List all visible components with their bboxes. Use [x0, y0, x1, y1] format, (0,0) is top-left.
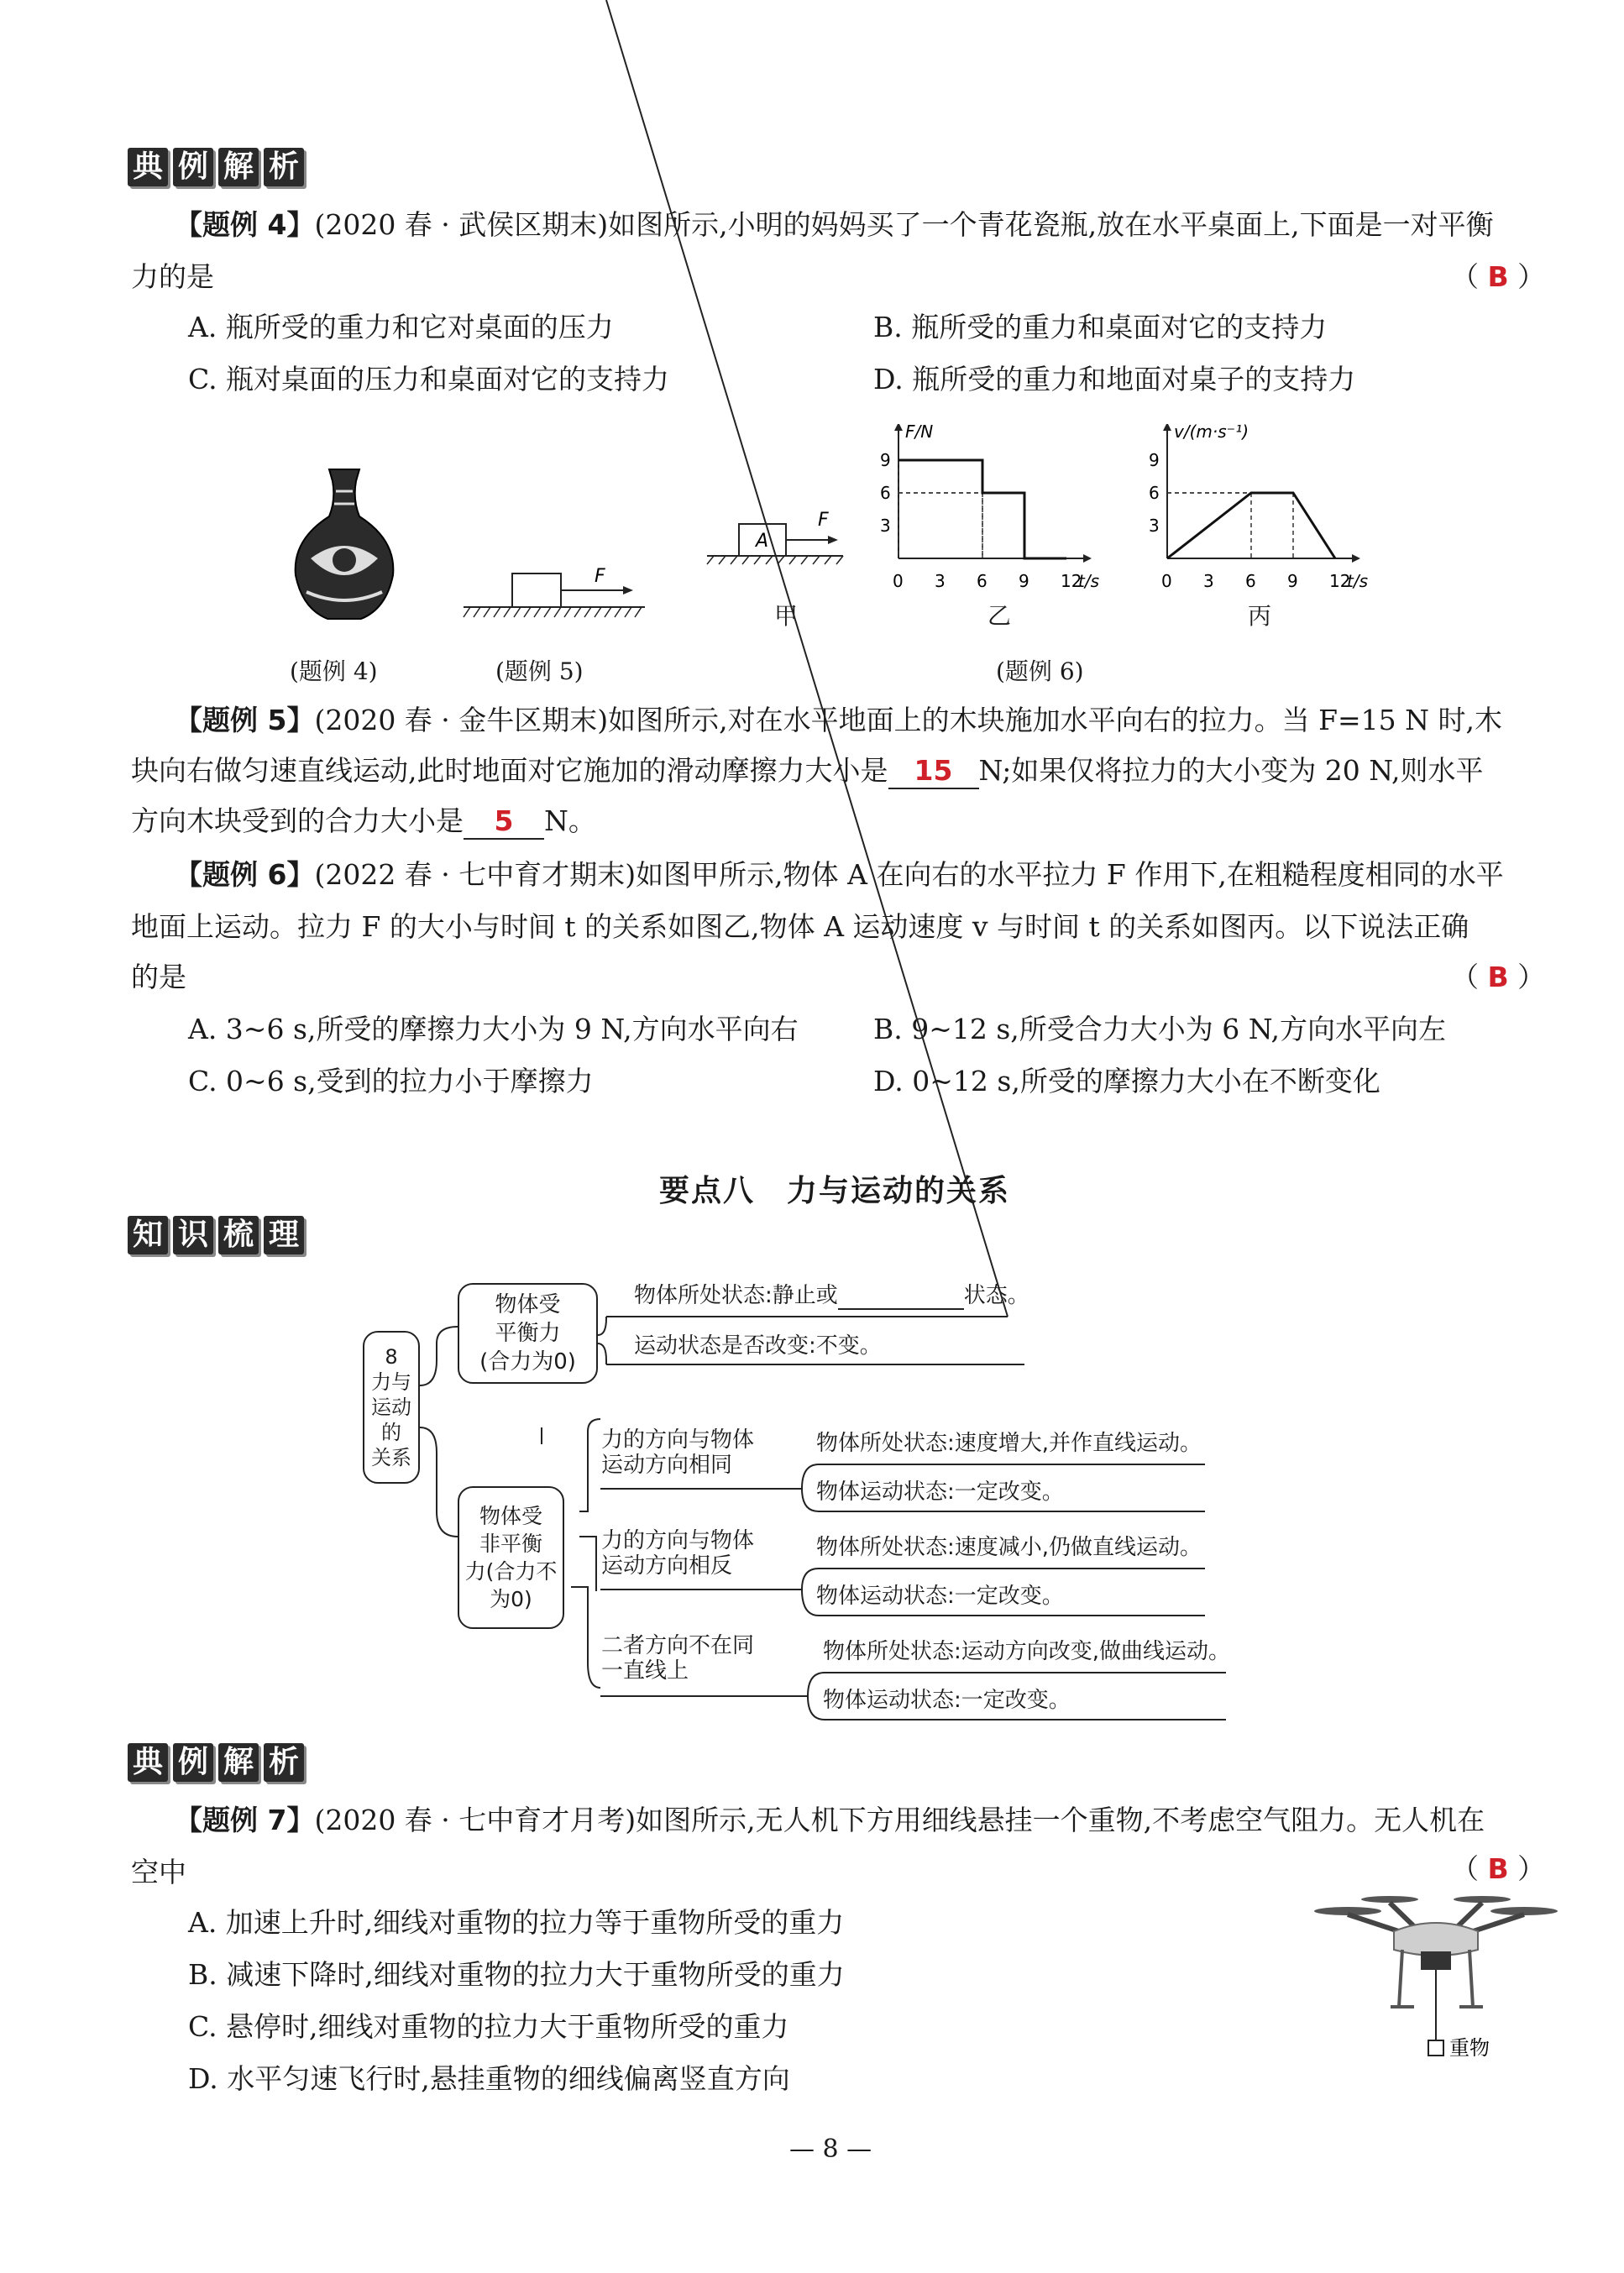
q6-text3: 的是: [131, 961, 186, 993]
q4-answer-paren: （ B ）: [1451, 260, 1546, 293]
q5-text2b: N;如果仅将拉力的大小变为 20 N,则水平: [978, 754, 1484, 787]
opposite-direction: 力的方向与物体 运动方向相反: [601, 1528, 755, 1579]
q5-label: 【题例 5】: [175, 704, 315, 736]
section-tag-char: 解: [218, 1743, 259, 1782]
x-axis-label: t/s: [1078, 571, 1099, 591]
section-tag-char: 析: [264, 1743, 304, 1782]
q4-option-b: B. 瓶所受的重力和桌面对它的支持力: [873, 311, 1328, 343]
y-tick-label: 9: [1149, 450, 1160, 470]
q6-label: 【题例 6】: [175, 858, 315, 891]
drone-figure: [1310, 1889, 1562, 2074]
caption-q4: (题例 4): [290, 657, 378, 685]
same-state: 物体所处状态:速度增大,并作直线运动。: [816, 1431, 1202, 1456]
balanced-state: [634, 1278, 1029, 1310]
q5-text3a: 方向木块受到的合力大小是: [131, 804, 464, 837]
q7-option-b: B. 减速下降时,细线对重物的拉力大于重物所受的重力: [188, 1958, 845, 1991]
q4-text1: (2020 春 · 武侯区期末)如图所示,小明的妈妈买了一个青花瓷瓶,放在水平桌面上,下面是一对平衡: [314, 208, 1494, 241]
mindmap-balanced: 物体受 平衡力 (合力为0): [458, 1283, 598, 1384]
q7-answer-paren: （ B ）: [1451, 1852, 1546, 1885]
q4-text2: 力的是: [131, 260, 214, 293]
x-tick-label: 12: [1061, 571, 1082, 591]
block-a-label: A: [756, 531, 769, 552]
diff-state: 物体所处状态:运动方向改变,做曲线运动。: [823, 1639, 1231, 1664]
balanced-change: 运动状态是否改变:不变。: [634, 1333, 882, 1359]
y-axis-label: v/(m·s⁻¹): [1174, 424, 1249, 442]
x-axis-label: t/s: [1347, 571, 1368, 591]
q5-text1: (2020 春 · 金牛区期末)如图所示,对在水平地面上的木块施加水平向右的拉力。当 F=15 N 时,木: [314, 704, 1503, 736]
x-tick-label: 3: [935, 571, 946, 591]
section-tag-char: 知: [128, 1216, 168, 1254]
label-bing: 丙: [1248, 602, 1272, 630]
q5-blank2: 5: [464, 804, 544, 840]
x-tick-label: 3: [1203, 571, 1214, 591]
q7-option-d: D. 水平匀速飞行时,悬挂重物的细线偏离竖直方向: [188, 2062, 790, 2095]
q7-text1: (2020 春 · 七中育才月考)如图所示,无人机下方用细线悬挂一个重物,不考虑空气阻力。无人机在: [314, 1804, 1485, 1836]
q7-option-c: C. 悬停时,细线对重物的拉力大于重物所受的重力: [188, 2010, 789, 2043]
y-tick-label: 6: [1149, 483, 1160, 503]
mindmap-unbalanced: 物体受 非平衡 力(合力不 为0): [458, 1486, 564, 1629]
drone-weight-label: 重物: [1449, 2036, 1490, 2060]
section-tag-char: 识: [173, 1216, 213, 1254]
x-tick-label: 6: [1245, 571, 1256, 591]
caption-q5: (题例 5): [495, 657, 584, 685]
section-tag-char: 典: [128, 148, 168, 186]
force-label-jia: F: [818, 510, 829, 531]
balanced-state-end: 状态。: [963, 1283, 1029, 1308]
balanced-state-text: 物体所处状态:静止或: [634, 1283, 838, 1308]
q7-line1: [175, 1804, 1485, 1837]
q6-text2: 地面上运动。拉力 F 的大小与时间 t 的关系如图乙,物体 A 运动速度 v 与时间 t 的关系如图丙。以下说法正确: [131, 910, 1469, 943]
force-label-q5: F: [595, 566, 605, 587]
q6-text1: (2022 春 · 七中育才期末)如图甲所示,物体 A 在向右的水平拉力 F 作用下,在粗糙程度相同的水平: [314, 858, 1504, 891]
q4-option-c: C. 瓶对桌面的压力和桌面对它的支持力: [188, 363, 670, 395]
y-tick-label: 6: [880, 483, 891, 503]
x-tick-label: 0: [893, 571, 904, 591]
q7-label: 【题例 7】: [175, 1804, 315, 1836]
q6-answer-paren: （ B ）: [1451, 961, 1546, 993]
q6-option-b: B. 9~12 s,所受合力大小为 6 N,方向水平向左: [873, 1013, 1447, 1045]
x-tick-label: 9: [1019, 571, 1029, 591]
q7-option-a: A. 加速上升时,细线对重物的拉力等于重物所受的重力: [188, 1906, 845, 1939]
q4-answer: B: [1487, 260, 1509, 293]
label-jia: 甲: [774, 602, 799, 630]
page-number-value: 8: [822, 2134, 839, 2164]
y-tick-label: 9: [880, 450, 891, 470]
x-tick-label: 12: [1329, 571, 1351, 591]
q5-text3b: N。: [544, 804, 596, 837]
section-tag-char: 例: [173, 148, 213, 186]
section-tag-char: 梳: [218, 1216, 259, 1254]
same-change: 物体运动状态:一定改变。: [816, 1480, 1064, 1505]
opp-change: 物体运动状态:一定改变。: [816, 1584, 1064, 1609]
caption-q6: (题例 6): [996, 657, 1084, 685]
q4-option-a: A. 瓶所受的重力和它对桌面的压力: [188, 311, 614, 343]
opp-state: 物体所处状态:速度减小,仍做直线运动。: [816, 1535, 1202, 1560]
q6-option-d: D. 0~12 s,所受的摩擦力大小在不断变化: [873, 1065, 1380, 1097]
y-tick-label: 3: [880, 516, 891, 536]
q5-blank1: 15: [888, 754, 979, 789]
balanced-state-blank: [838, 1283, 964, 1310]
not-same-line: 二者方向不在同 一直线上: [601, 1633, 755, 1684]
page-number: — 8 —: [789, 2134, 872, 2164]
q5-text2a: 块向右做匀速直线运动,此时地面对它施加的滑动摩擦力大小是: [131, 754, 888, 787]
topic-title: 要点八 力与运动的关系: [659, 1174, 1011, 1208]
q6-option-a: A. 3~6 s,所受的摩擦力大小为 9 N,方向水平向右: [188, 1013, 799, 1045]
y-axis-label: F/N: [905, 424, 934, 442]
x-tick-label: 9: [1287, 571, 1298, 591]
section-tag-char: 析: [264, 148, 304, 186]
section-tag-char: 例: [173, 1743, 213, 1782]
diff-change: 物体运动状态:一定改变。: [823, 1688, 1071, 1713]
section-tag-example-2: [128, 1743, 304, 1782]
q6-option-c: C. 0~6 s,受到的拉力小于摩擦力: [188, 1065, 594, 1097]
x-tick-label: 6: [977, 571, 987, 591]
y-tick-label: 3: [1149, 516, 1160, 536]
mindmap-root: 8 力与 运动 的 关系: [363, 1331, 420, 1484]
label-yi: 乙: [987, 602, 1012, 630]
x-tick-label: 0: [1161, 571, 1172, 591]
q4-label: 【题例 4】: [175, 208, 315, 241]
q4-option-d: D. 瓶所受的重力和地面对桌子的支持力: [873, 363, 1356, 395]
q7-text2: 空中: [131, 1856, 186, 1888]
q7-answer: B: [1487, 1852, 1509, 1885]
q6-answer: B: [1487, 961, 1509, 993]
section-tag-char: 典: [128, 1743, 168, 1782]
same-direction: 力的方向与物体 运动方向相同: [601, 1427, 755, 1478]
section-tag-char: 理: [264, 1216, 304, 1254]
section-tag-char: 解: [218, 148, 259, 186]
